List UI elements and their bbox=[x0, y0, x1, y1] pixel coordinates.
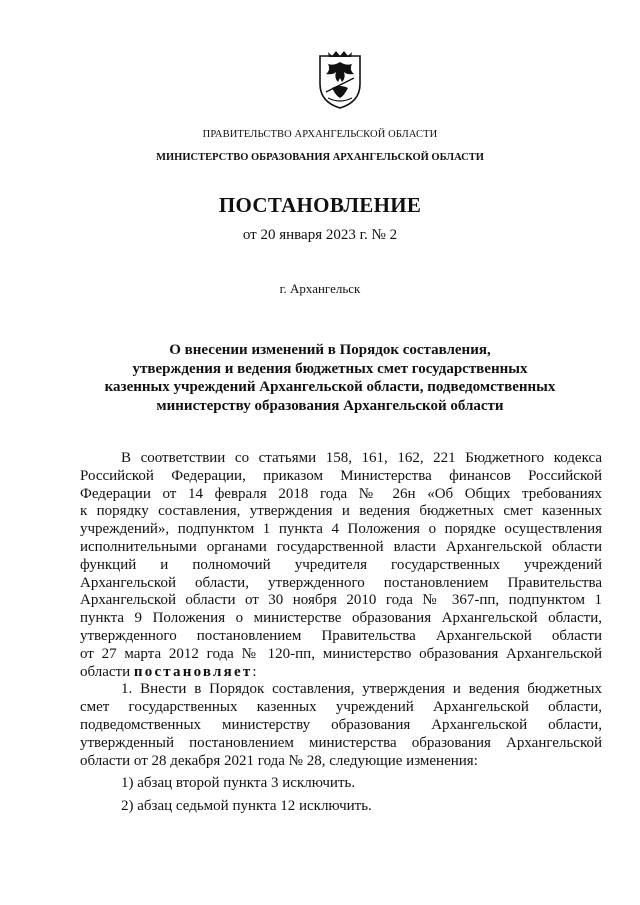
government-name: ПРАВИТЕЛЬСТВО АРХАНГЕЛЬСКОЙ ОБЛАСТИ bbox=[202, 129, 438, 140]
body-line: Архангельской области, утвержденного постановлением Правительства bbox=[80, 574, 602, 591]
body-line: учреждений», подпунктом 1 пункта 4 Положения о порядке осуществления bbox=[80, 521, 602, 538]
title-line: утверждения и ведения бюджетных смет государственных bbox=[132, 360, 528, 377]
title-line: казенных учреждений Архангельской области, подведомственных bbox=[104, 379, 556, 395]
body-line: В соответствии со статьями 158, 161, 162, 221 Бюджетного кодекса bbox=[121, 450, 602, 466]
body-line: области от 28 декабря 2021 года № 28, следующие изменения: bbox=[80, 752, 478, 769]
preamble-suffix: : bbox=[252, 663, 257, 680]
resolution-keyword: постановляет bbox=[133, 663, 253, 680]
body-line: к порядку составления, утверждения и ведения бюджетных смет казенных bbox=[80, 503, 602, 520]
body-line: функций и полномочий учредителя государственных учреждений bbox=[80, 556, 602, 573]
body-line: Российской Федерации, приказом Министерства финансов Российской bbox=[80, 467, 602, 484]
body-line-final bbox=[80, 664, 602, 682]
preamble-paragraph bbox=[80, 450, 602, 681]
document-title bbox=[90, 341, 570, 415]
clause-1 bbox=[80, 681, 602, 770]
body-line: пункта 9 Положения о министерстве образования Архангельской области, bbox=[80, 610, 602, 627]
preamble-prefix: области bbox=[80, 663, 134, 680]
date-number: от 20 января 2023 г. № 2 bbox=[242, 227, 398, 243]
body-line: Архангельской области от 30 ноября 2010 года № 367-пп, подпунктом 1 bbox=[80, 592, 602, 609]
ministry-name: МИНИСТЕРСТВО ОБРАЗОВАНИЯ АРХАНГЕЛЬСКОЙ ОБЛАСТИ bbox=[156, 152, 484, 163]
body-line: смет государственных казенных учреждений Архангельской области, bbox=[80, 699, 602, 716]
body-line: исполнительными органами государственной власти Архангельской области bbox=[80, 538, 602, 555]
document-body bbox=[80, 450, 602, 816]
document-type: ПОСТАНОВЛЕНИЕ bbox=[218, 193, 422, 217]
city: г. Архангельск bbox=[279, 281, 361, 296]
body-line: Федерации от 14 февраля 2018 года № 26н «Об Общих требованиях bbox=[80, 485, 602, 502]
body-line: утвержденный постановлением министерства образования Архангельской bbox=[80, 734, 602, 751]
body-line: подведомственных министерству образования Архангельской области, bbox=[80, 716, 602, 733]
body-line: утвержденного постановлением Правительства Архангельской области bbox=[80, 627, 602, 644]
body-line: от 27 марта 2012 года № 120-пп, министерство образования Архангельской bbox=[80, 645, 602, 662]
subitem-2: 2) абзац седьмой пункта 12 исключить. bbox=[121, 798, 372, 815]
title-line: министерству образования Архангельской области bbox=[156, 397, 504, 414]
title-line: О внесении изменений в Порядок составления, bbox=[169, 342, 491, 358]
subitem-1: 1) абзац второй пункта 3 исключить. bbox=[121, 775, 356, 792]
arkhangelsk-coat-of-arms-icon bbox=[314, 48, 366, 110]
body-line: 1. Внести в Порядок составления, утверждения и ведения бюджетных bbox=[121, 681, 602, 698]
